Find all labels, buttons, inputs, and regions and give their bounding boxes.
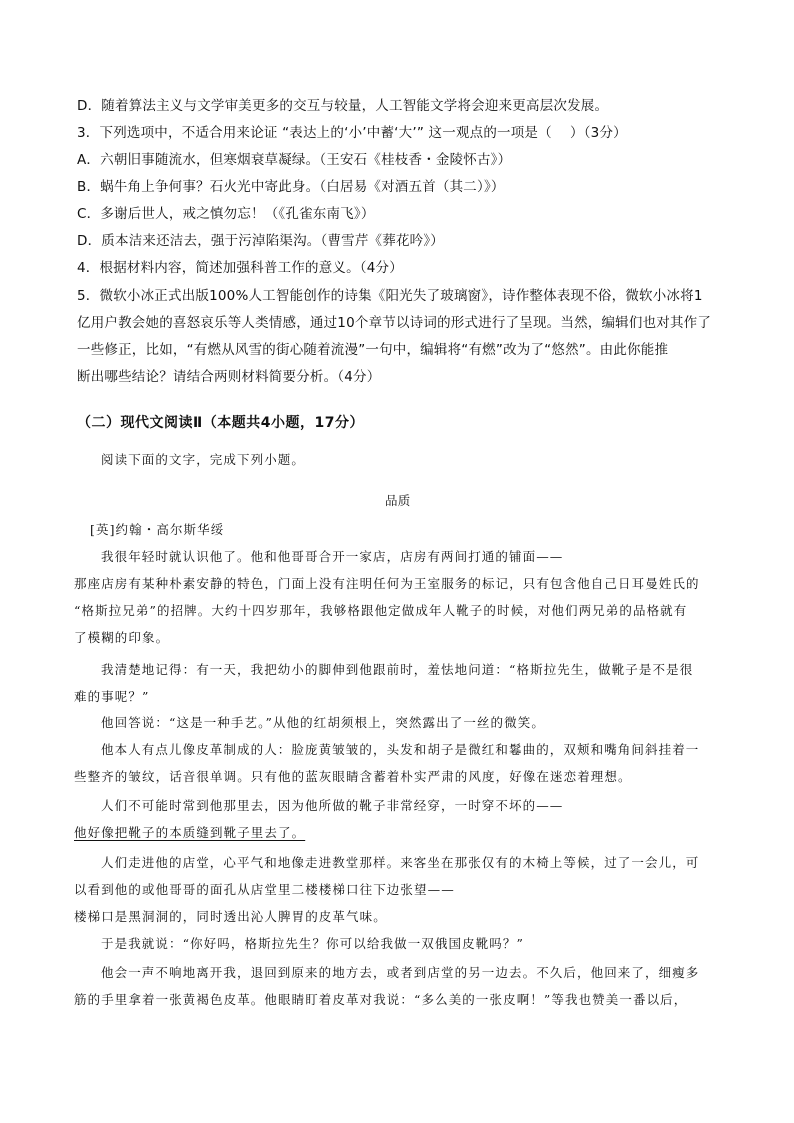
question-3-stem: 3．下列选项中，不适合用来论证 “表达上的‘小’中蓄‘大’” 这一观点的一项是（ ）（3分） <box>77 125 627 141</box>
article-underlined-line: 他好像把靴子的本质缝到靴子里去了。 <box>74 825 306 840</box>
article-line: “格斯拉兄弟”的招牌。大约十四岁那年，我够格跟他定做成年人靴子的时候，对他们两兄弟的品格就有 <box>74 603 688 618</box>
article-line: 难的事呢？” <box>74 689 150 704</box>
article-line: 人们不可能时常到他那里去，因为他所做的靴子非常经穿，一时穿不坏的—— <box>101 798 564 813</box>
question-4: 4．根据材料内容，简述加强科普工作的意义。（4分） <box>77 260 403 276</box>
section-instruction: 阅读下面的文字，完成下列小题。 <box>101 452 306 467</box>
question-5-line: 断出哪些结论？请结合两则材料简要分析。（4分） <box>77 369 381 385</box>
article-line: 以看到他的或他哥哥的面孔从店堂里二楼楼梯口往下边张望—— <box>74 882 455 897</box>
question-2-option-d: D．随着算法主义与文学审美更多的交互与较量，人工智能文学将会迎来更高层次发展。 <box>77 98 609 114</box>
article-line: 我很年轻时就认识他了。他和他哥哥合开一家店，店房有两间打通的铺面—— <box>101 549 564 564</box>
question-3-option-d: D．质本洁来还洁去，强于污淖陷渠沟。（曹雪芹《葬花吟》） <box>77 233 444 249</box>
question-3-option-b: B．蜗牛角上争何事？石火光中寄此身。（白居易《对酒五首（其二）》） <box>77 179 505 195</box>
article-line: 了模糊的印象。 <box>74 630 170 645</box>
question-3-option-a: A．六朝旧事随流水，但寒烟衰草凝绿。（王安石《桂枝香・金陵怀古》） <box>77 152 512 168</box>
article-line: 楼梯口是黑洞洞的，同时透出沁人脾胃的皮革气味。 <box>74 909 387 924</box>
article-line: 他本人有点儿像皮革制成的人：脸庞黄皱皱的，头发和胡子是微红和鬈曲的，双颊和嘴角间斜挂着一 <box>101 742 700 757</box>
article-line: 他回答说：“这是一种手艺。”从他的红胡须根上，突然露出了一丝的微笑。 <box>101 715 545 730</box>
article-line: 我清楚地记得：有一天，我把幼小的脚伸到他跟前时，羞怯地问道：“格斯拉先生，做靴子是不是很 <box>101 662 694 677</box>
question-5-line: 5．微软小冰正式出版100%人工智能创作的诗集《阳光失了玻璃窗》，诗作整体表现不俗，微软小冰将1 <box>77 288 703 304</box>
question-3-option-c: C．多谢后世人，戒之慎勿忘！（《孔雀东南飞》） <box>77 206 375 222</box>
section-heading: （二）现代文阅读Ⅱ（本题共4小题，17分） <box>77 415 364 431</box>
article-line: 于是我就说：“你好吗，格斯拉先生？你可以给我做一双俄国皮靴吗？” <box>101 936 524 951</box>
question-5-line: 一些修正，比如，“有燃从风雪的街心随着流漫”一句中，编辑将“有燃”改为了“悠然”。由此你能推 <box>77 342 669 358</box>
article-title: 品质 <box>385 493 411 508</box>
question-5-line: 亿用户教会她的喜怒哀乐等人类情感，通过10个章节以诗词的形式进行了呈现。当然，编辑们也对其作了 <box>77 315 712 331</box>
article-line: 人们走进他的店堂，心平气和地像走进教堂那样。来客坐在那张仅有的木椅上等候，过了一会儿，可 <box>101 855 700 870</box>
article-line: 他会一声不响地离开我，退回到原来的地方去，或者到店堂的另一边去。不久后，他回来了，细瘦多 <box>101 965 700 980</box>
article-line: 些整齐的皱纹，话音很单调。只有他的蓝灰眼睛含蓄着朴实严肃的风度，好像在迷恋着理想。 <box>74 769 632 784</box>
article-line: 筋的手里拿着一张黄褐色皮革。他眼睛盯着皮革对我说：“多么美的一张皮啊！”等我也赞美一番以后， <box>74 992 688 1007</box>
article-author: [英]约翰・高尔斯华绥 <box>90 522 225 537</box>
article-line: 那座店房有某种朴素安静的特色，门面上没有注明任何为王室服务的标记，只有包含他自己日耳曼姓氏的 <box>74 576 700 591</box>
